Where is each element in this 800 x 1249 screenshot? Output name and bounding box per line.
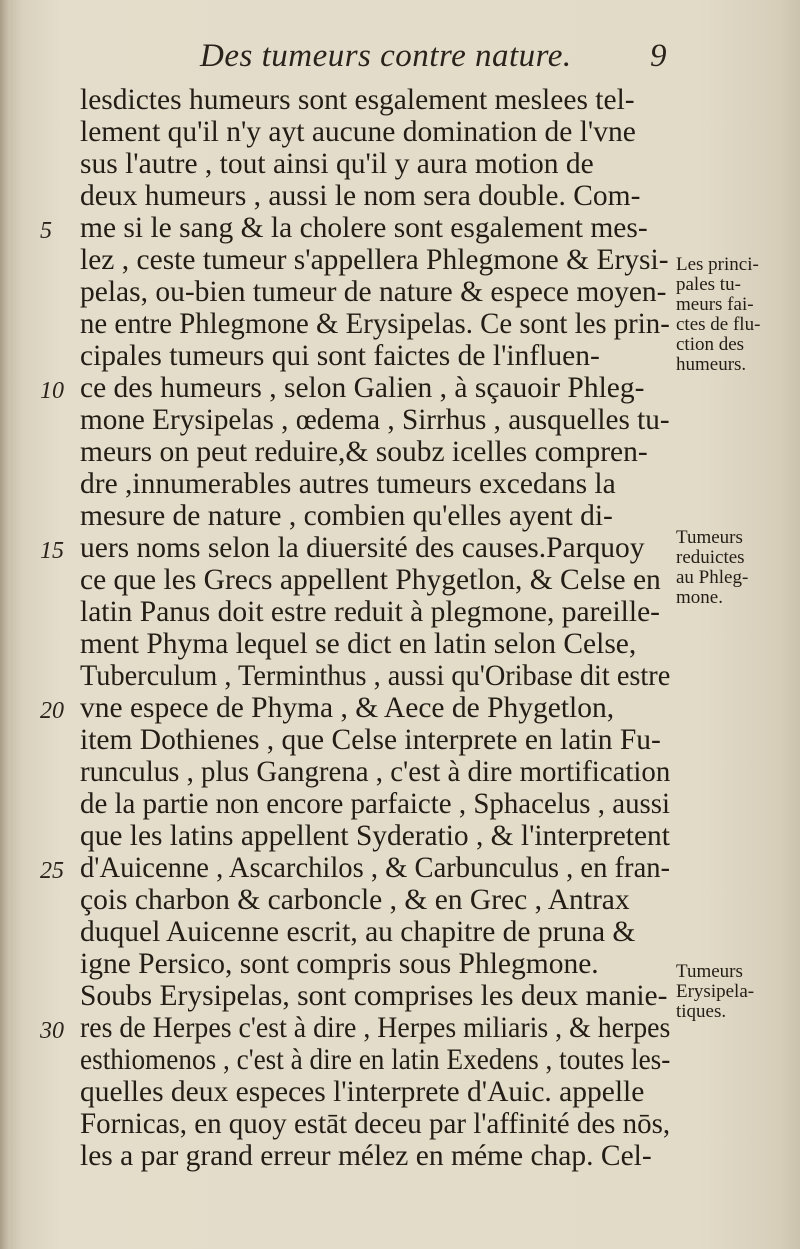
text-line: pelas, ou-bien tumeur de nature & espece moyen- (80, 276, 667, 308)
text-line: mone Erysipelas , œdema , Sirrhus , ausquelles tu- (80, 404, 670, 436)
text-line: Soubs Erysipelas, sont comprises les deux manie- (80, 980, 668, 1012)
margin-note-3 (676, 962, 754, 1022)
text-line: Fornicas, en quoy estāt deceu par l'affinité des nōs, (80, 1108, 671, 1140)
line-number: 5 (40, 218, 52, 244)
text-line: lez , ceste tumeur s'appellera Phlegmone & Erysi- (80, 244, 669, 276)
text-line: cipales tumeurs qui sont faictes de l'influen- (80, 340, 600, 372)
text-line: vne espece de Phyma , & Aece de Phygetlon, (80, 692, 615, 724)
margin-note-line: Tumeurs (676, 961, 743, 982)
running-title: Des tumeurs contre nature. (200, 38, 572, 74)
text-line: res de Herpes c'est à dire , Herpes miliaris , & herpes (80, 1012, 671, 1044)
margin-note-line: reduictes (676, 547, 745, 568)
text-line: çois charbon & carboncle , & en Grec , Antrax (80, 884, 630, 916)
text-line: dre ,innumerables autres tumeurs excedans la (80, 468, 616, 500)
text-line: ce des humeurs , selon Galien , à sçauoir Phleg- (80, 372, 645, 404)
line-number: 10 (40, 378, 64, 404)
text-line: esthiomenos , c'est à dire en latin Exedens , toutes les- (80, 1044, 671, 1076)
text-line: me si le sang & la cholere sont esgalement mes- (80, 212, 648, 244)
text-line: uers noms selon la diuersité des causes.Parquoy (80, 532, 645, 564)
margin-note-line: ction des (676, 334, 745, 355)
margin-note-2 (676, 528, 748, 608)
text-line: igne Persico, sont compris sous Phlegmone. (80, 948, 599, 980)
margin-note-line: mone. (676, 587, 723, 608)
text-line: item Dothienes , que Celse interprete en latin Fu- (80, 724, 661, 756)
text-line: lement qu'il n'y ayt aucune domination de l'vne (80, 116, 636, 148)
text-line: que les latins appellent Syderatio , & l'interpretent (80, 820, 670, 852)
text-line: ce que les Grecs appellent Phygetlon, & Celse en (80, 564, 661, 596)
text-line: Tuberculum , Terminthus , aussi qu'Oribase dit estre (80, 660, 671, 692)
margin-note-1 (676, 255, 760, 375)
margin-note-line: Erysipela- (676, 981, 755, 1002)
line-number: 30 (40, 1018, 64, 1044)
page-gutter (0, 0, 10, 1249)
line-number: 20 (40, 698, 64, 724)
page-number: 9 (650, 38, 667, 74)
text-line: runculus , plus Gangrena , c'est à dire mortification (80, 756, 671, 788)
text-line: ment Phyma lequel se dict en latin selon Celse, (80, 628, 637, 660)
margin-note-line: Les princi- (676, 254, 759, 275)
margin-note-line: tiques. (676, 1001, 727, 1022)
text-line: latin Panus doit estre reduit à plegmone, pareille- (80, 596, 660, 628)
margin-note-line: au Phleg- (676, 567, 749, 588)
text-line: d'Auicenne , Ascarchilos , & Carbunculus , en fran- (80, 852, 671, 884)
text-line: ne entre Phlegmone & Erysipelas. Ce sont les prin- (80, 308, 670, 340)
text-line: meurs on peut reduire,& soubz icelles compren- (80, 436, 648, 468)
text-line: mesure de nature , combien qu'elles ayent di- (80, 500, 613, 532)
text-line: de la partie non encore parfaicte , Sphacelus , aussi (80, 788, 671, 820)
text-line: les a par grand erreur mélez en méme chap. Cel- (80, 1140, 652, 1172)
line-number: 15 (40, 538, 64, 564)
text-line: deux humeurs , aussi le nom sera double. Com- (80, 180, 641, 212)
text-line: lesdictes humeurs sont esgalement meslees tel- (80, 84, 635, 116)
margin-note-line: meurs fai- (676, 294, 754, 315)
text-line: quelles deux especes l'interprete d'Auic. appelle (80, 1076, 645, 1108)
margin-note-line: Tumeurs (676, 527, 743, 548)
margin-note-line: pales tu- (676, 274, 741, 295)
margin-note-line: humeurs. (676, 354, 747, 375)
line-number: 25 (40, 858, 64, 884)
margin-note-line: ctes de flu- (676, 314, 761, 335)
text-line: duquel Auicenne escrit, au chapitre de pruna & (80, 916, 636, 948)
text-line: sus l'autre , tout ainsi qu'il y aura motion de (80, 148, 594, 180)
